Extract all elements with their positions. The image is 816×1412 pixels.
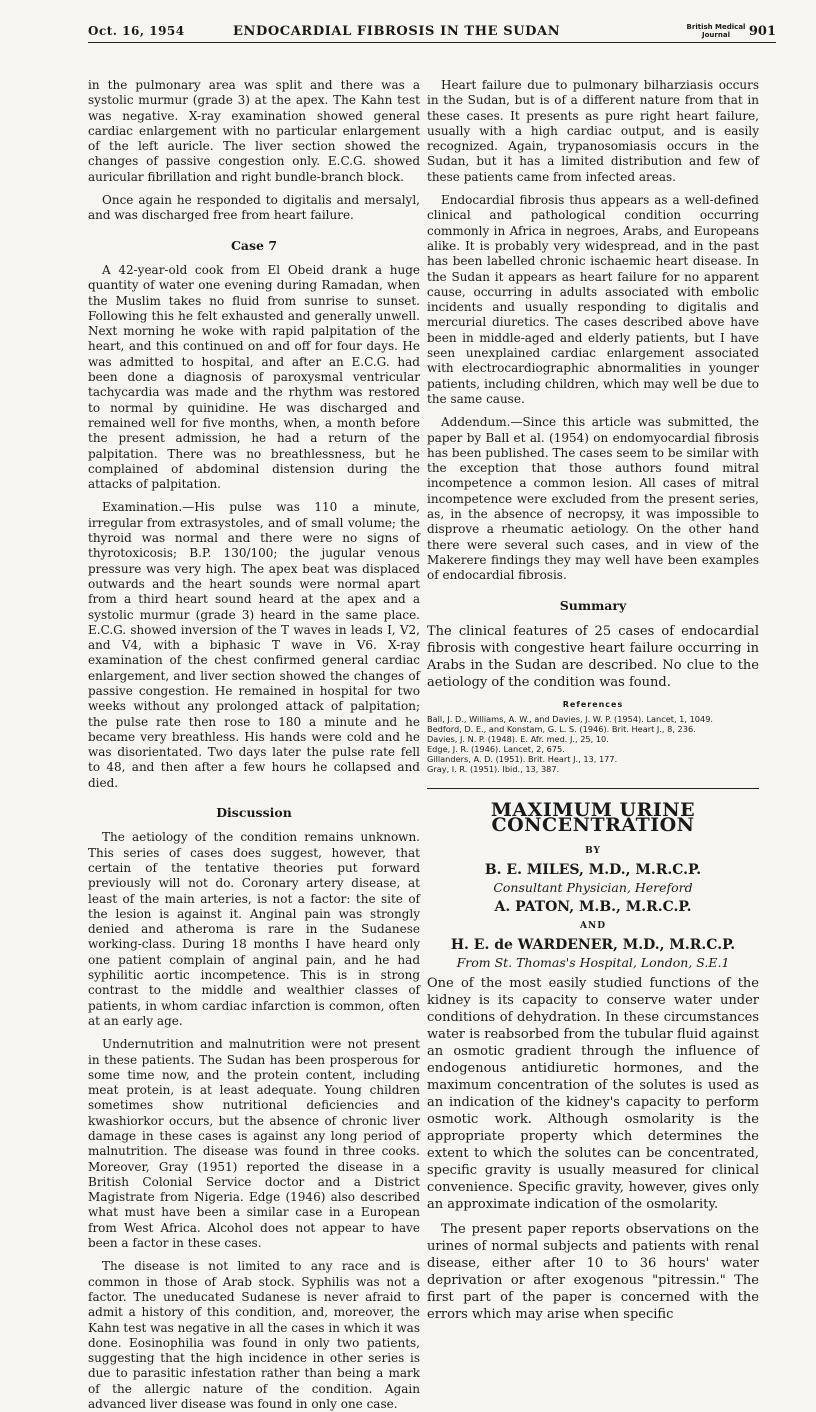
summary-text: The clinical features of 25 cases of endocardial fibrosis with congestive heart failure occurring in Arabs in the Sudan are described. No clue to the aetiology of the condition was found. [427, 623, 759, 690]
article-lead-paragraph: One of the most easily studied functions of the kidney is its capacity to conserve water under conditions of dehydration. In these circumstances water is reabsorbed from the tubular fluid against an osmotic gradient through the influence of endogenous antidiuretic hormones, and the maximum concentration of the solutes is used as an indication of the kidney's capacity to perform osmotic work. Although osmolarity is the appropriate property which determines the extent to which the solutes can be concentrated, specific gravity is usually measured for clinical convenience. Specific gravity, however, gives only an approximate indication of the osmolarity. [427, 975, 759, 1212]
author-name: H. E. de WARDENER, M.D., M.R.C.P. [450, 937, 736, 954]
paragraph: The aetiology of the condition remains unknown. This series of cases does suggest, however, that certain of the tentative theories put forward previously will not do. Coronary artery disease, at least of the main arteries, is not a factor: the site of the lesion is against it. Anginal pain was strongly denied and atheroma is rare in the Sudanese working-class. During 18 months I have heard only one patient complain of anginal pain, and he had syphilitic aortic incompetence. This is in strong contrast to the middle and wealthier classes of patients, in whom cardiac infarction is common, often at an early age. [88, 830, 420, 1028]
paragraph: Endocardial fibrosis thus appears as a well-defined clinical and pathological condition occurring commonly in Africa in negroes, Arabs, and Europeans alike. It is probably very widespread, and in the past has been labelled chronic ischaemic heart disease. In the Sudan it appears as heart failure for no apparent cause, occurring in adults associated with embolic incidents and usually responding to digitalis and mercurial diuretics. The cases described above have been in middle-aged and elderly patients, but I have seen unexplained cardiac enlargement associated with electrocardiographic abnormalities in younger patients, including children, which may well be due to the same cause. [427, 193, 759, 406]
author-affiliation: From St. Thomas's Hospital, London, S.E.1 [456, 955, 730, 971]
article-paragraph: The present paper reports observations on the urines of normal subjects and patients with renal disease, either after 10 to 36 hours' water deprivation or after exogenous "pitressin." The first part of the paper is concerned with the errors which may arise when specific [427, 1221, 759, 1322]
byline-and: AND [579, 920, 606, 931]
paragraph: Examination.—His pulse was 110 a minute, irregular from extrasystoles, and of small volume; the thyroid was normal and there were no signs of thyrotoxicosis; B.P. 130/100; the jugular venous pressure was very high. The apex beat was displaced outwards and the heart sounds were normal apart from a third heart sound heard at the apex and a systolic murmur (grade 3) heard in the same place. E.C.G. showed inversion of the T waves in leads I, V2, and V4, with a biphasic T wave in V6. X-ray examination of the chest confirmed general cardiac enlargement, and liver section showed the changes of passive congestion. He remained in hospital for two weeks without any prolonged attack of palpitation; the pulse rate then rose to 180 a minute and he became very breathless. His hands were cold and he was disorientated. Two days later the pulse rate fell to 48, and then after a few hours he collapsed and died. [88, 500, 420, 790]
paragraph: Undernutrition and malnutrition were not present in these patients. The Sudan has been prosperous for some time now, and the protein content, including meat protein, is at least adequate. Young children sometimes show nutritional deficiencies and kwashiorkor occurs, but the absence of chronic liver damage in these cases is against any long period of malnutrition. The disease was found in three cooks. Moreover, Gray (1951) reported the disease in a British Colonial Service doctor and a District Magistrate from Nigeria. Edge (1946) also described what must have been a similar case in a European from West Africa. Alcohol does not appear to have been a factor in these cases. [88, 1037, 420, 1251]
author-affiliation: Consultant Physician, Hereford [493, 880, 693, 896]
article-title: MAXIMUM URINE CONCENTRATION [490, 799, 696, 837]
page-header [88, 24, 776, 58]
reference-item: Edge, J. R. (1946). Lancet, 2, 675. [427, 744, 565, 755]
left-column [88, 78, 420, 1412]
section-heading-summary: Summary [559, 597, 627, 613]
reference-item: Gillanders, A. D. (1951). Brit. Heart J., 13, 177. [427, 754, 618, 765]
right-column [427, 78, 759, 1323]
reference-item: Bedford, D. E., and Konstam, G. L. S. (1946). Brit. Heart J., 8, 236. [427, 724, 696, 735]
references-heading: References [562, 699, 624, 709]
journal-name: British Medical Journal [686, 23, 746, 39]
header-rule [88, 42, 776, 43]
addendum: Addendum.—Since this article was submitted, the paper by Ball et al. (1954) on endomyocardial fibrosis has been published. The cases seem to be similar with the exception that those authors found mitral incompetence a common lesion. All cases of mitral incompetence were excluded from the present series, as, in the absence of necropsy, it was impossible to disprove a rheumatic aetiology. On the other hand there were several such cases, and in view of the Makerere findings they may well have been examples of endocardial fibrosis. [427, 415, 759, 583]
author-name: A. PATON, M.B., M.R.C.P. [494, 898, 692, 915]
section-heading-discussion: Discussion [216, 805, 292, 821]
article-divider [427, 788, 759, 789]
reference-item: Davies, J. N. P. (1948). E. Afr. med. J., 25, 10. [427, 734, 609, 745]
paragraph: Heart failure due to pulmonary bilharziasis occurs in the Sudan, but is of a different nature from that in these cases. It presents as pure right heart failure, usually with a high cardiac output, and is easily recognized. Again, trypanosomiasis occurs in the Sudan, but it has a limited distribution and few of these patients came from infected areas. [427, 78, 759, 184]
section-heading-case-7: Case 7 [230, 237, 278, 253]
paragraph: in the pulmonary area was split and there was a systolic murmur (grade 3) at the apex. The Kahn test was negative. X-ray examination showed general cardiac enlargement with no particular enlargement of the left auricle. The liver section showed the changes of passive congestion only. E.C.G. showed auricular fibrillation and right bundle-branch block. [88, 78, 420, 184]
author-name: B. E. MILES, M.D., M.R.C.P. [484, 861, 702, 878]
paragraph: A 42-year-old cook from El Obeid drank a huge quantity of water one evening during Ramadan, when the Muslim takes no fluid from sunrise to sunset. Following this he felt exhausted and generally unwell. Next morning he woke with rapid palpitation of the heart, and this continued on and off for four days. He was admitted to hospital, and after an E.C.G. had been done a diagnosis of paroxysmal ventricular tachycardia was made and the rhythm was restored to normal by quinidine. He was discharged and remained well for five months, when, a month before the present admission, he had a return of the palpitation. There was no breathlessness, but he complained of abdominal distension during the attacks of palpitation. [88, 262, 420, 492]
reference-item: Ball, J. D., Williams, A. W., and Davies, J. W. P. (1954). Lancet, 1, 1049. [427, 714, 714, 725]
issue-date: Oct. 16, 1954 [88, 24, 185, 38]
byline-by: BY [585, 845, 601, 856]
running-title: ENDOCARDIAL FIBROSIS IN THE SUDAN [233, 24, 561, 39]
paragraph: The disease is not limited to any race and is common in those of Arab stock. Syphilis was not a factor. The uneducated Sudanese is never afraid to admit a history of this condition, and, moreover, the Kahn test was negative in all the cases in which it was done. Eosinophilia was found in only two patients, suggesting that the high incidence in other series is due to parasitic infestation rather than being a mark of the allergic nature of the condition. Again advanced liver disease was found in only one case. [88, 1259, 420, 1412]
reference-item: Gray, I. R. (1951). Ibid., 13, 387. [427, 764, 560, 775]
paragraph: Once again he responded to digitalis and mersalyl, and was discharged free from heart failure. [88, 193, 420, 223]
page-number: 901 [748, 24, 776, 39]
